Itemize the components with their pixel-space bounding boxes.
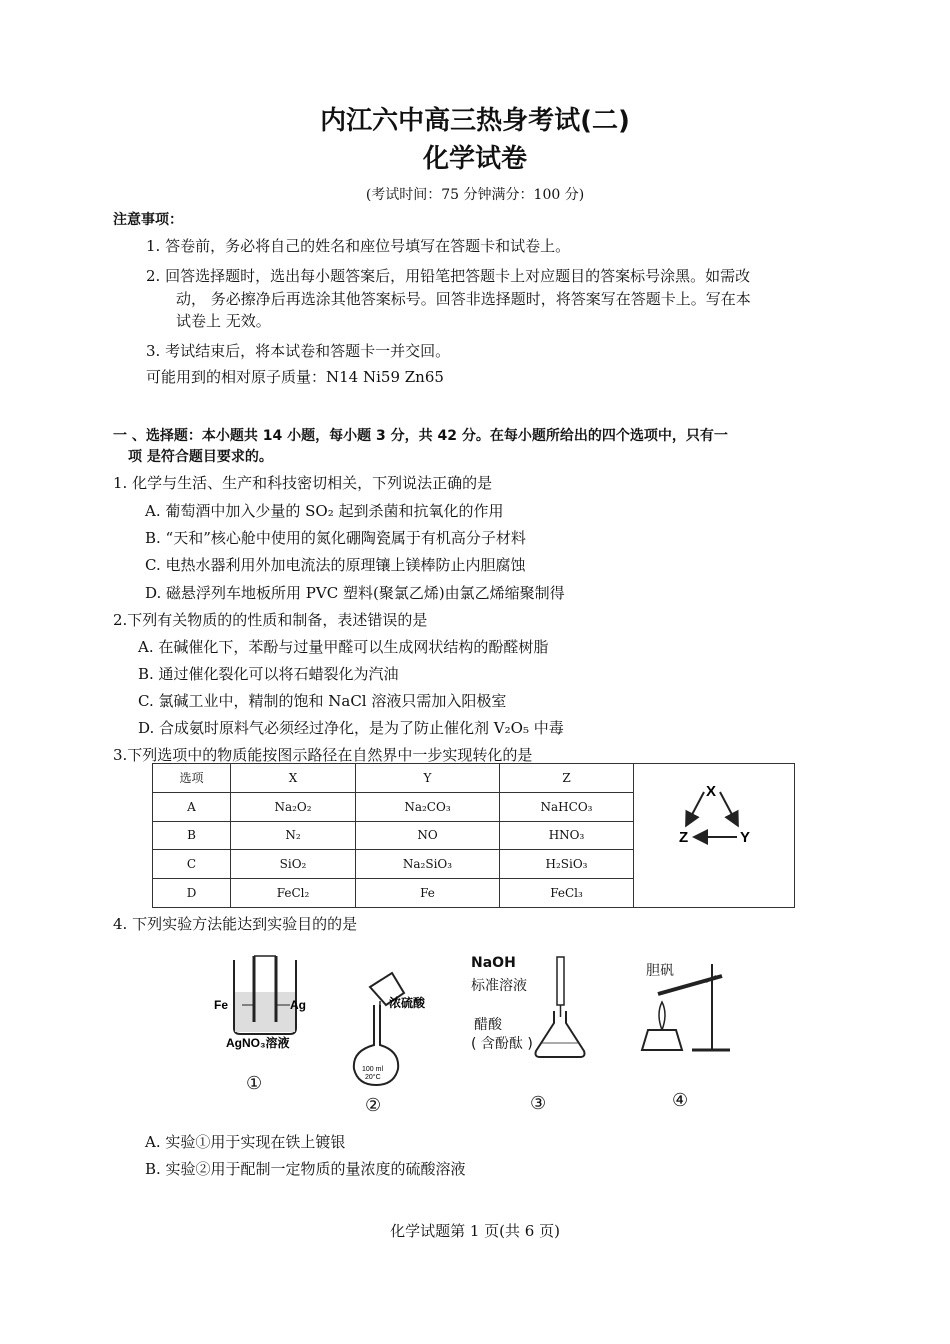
fig4-caption: ④ [672,1090,689,1111]
q2-option-a: A. 在碱催化下，苯酚与过量甲醛可以生成网状结构的酚醛树脂 [138,638,549,656]
table-header-cell: Y [356,764,500,793]
exam-info: (考试时间：75 分钟满分：100 分) [365,187,585,203]
table-cell: HNO₃ [500,821,634,850]
section-1-heading-line-2: 项 是符合题目要求的。 [128,449,273,465]
fig3-caption: ③ [530,1093,547,1114]
table-cell: FeCl₃ [500,879,634,908]
q4-stem: 4. 下列实验方法能达到实验目的的是 [113,915,358,933]
xyz-cycle-diagram [634,764,794,904]
fe-label: Fe [214,998,229,1012]
table-header-cell: 选项 [153,764,231,793]
section-1-heading-line-1: 一 、选择题：本小题共 14 小题，每小题 3 分，共 42 分。在每小题所给出的四个选项中，只有一 [113,428,728,444]
q1-option-d: D. 磁悬浮列车地板所用 PVC 塑料(聚氯乙烯)由氯乙烯缩聚制得 [145,584,565,602]
fig3-titration-apparatus [530,955,590,1065]
q1-option-c: C. 电热水器利用外加电流法的原理镶上镁棒防止内胆腐蚀 [145,556,526,574]
notes-item-2-line-2: 动， 务必擦净后再选涂其他答案标号。回答非选择题时，将答案写在答题卡上。写在本 [176,290,751,308]
flask-icon [354,1005,398,1085]
table-header-cell: X [231,764,356,793]
alcohol-lamp-icon [642,1030,682,1050]
table-cell: FeCl₂ [231,879,356,908]
table-cell: NO [356,821,500,850]
q4-option-b: B. 实验②用于配制一定物质的量浓度的硫酸溶液 [145,1160,466,1178]
table-cell: NaHCO₃ [500,792,634,821]
table-cell: Fe [356,879,500,908]
solution-label: AgNO₃溶液 [226,1036,290,1050]
fig4-heating-apparatus [636,958,736,1058]
notes-item-1: 1. 答卷前，务必将自己的姓名和座位号填写在答题卡和试卷上。 [146,237,571,255]
flask-temp-label: 20°C [365,1074,381,1081]
node-y: Y [740,829,751,846]
node-x: X [706,783,717,800]
table-cell: C [153,850,231,879]
q1-stem: 1. 化学与生活、生产和科技密切相关，下列说法正确的是 [113,474,493,492]
table-cell: D [153,879,231,908]
arrow-x-to-y [720,792,737,824]
q2-option-d: D. 合成氨时原料气必须经过净化，是为了防止催化剂 V₂O₅ 中毒 [138,719,564,737]
flame-icon [659,1002,665,1030]
table-cell: N₂ [231,821,356,850]
indicator-label: ( 含酚酞 ) [471,1036,533,1052]
q1-option-a: A. 葡萄酒中加入少量的 SO₂ 起到杀菌和抗氧化的作用 [145,502,504,520]
fig2-caption: ② [365,1095,382,1116]
q4-option-a: A. 实验①用于实现在铁上镀银 [145,1133,346,1151]
arrow-x-to-z [687,792,704,824]
notes-item-2-line-1: 2. 回答选择题时，选出每小题答案后，用铅笔把答题卡上对应题目的答案标号涂黑。如需改 [146,267,751,285]
table-cell: B [153,821,231,850]
blue-vitriol-label: 胆矾 [646,963,674,979]
q3-stem: 3.下列选项中的物质能按图示路径在自然界中一步实现转化的是 [113,746,533,764]
exam-title: 内江六中高三热身考试(二) [320,106,630,136]
table-header-row [153,764,795,793]
notes-heading: 注意事项： [113,212,183,228]
q3-diagram-cell [634,764,795,908]
flask-volume-label: 100 ml [362,1066,384,1073]
table-cell: Na₂CO₃ [356,792,500,821]
table-cell: SiO₂ [231,850,356,879]
page-footer: 化学试题第 1 页(共 6 页) [390,1222,560,1240]
table-cell: Na₂O₂ [231,792,356,821]
atomic-mass-info: 可能用到的相对原子质量：N14 Ni59 Zn65 [146,368,444,386]
table-cell: H₂SiO₃ [500,850,634,879]
notes-item-2-line-3: 试卷上 无效。 [176,312,271,330]
q2-option-c: C. 氯碱工业中，精制的饱和 NaCl 溶液只需加入阳极室 [138,692,507,710]
table-cell: A [153,792,231,821]
fig1-electroplating-apparatus [212,950,312,1050]
ag-label: Ag [290,998,306,1012]
standard-solution-label: 标准溶液 [471,978,527,994]
fig1-caption: ① [246,1073,263,1094]
burette-icon [557,957,564,1005]
q3-table [152,763,795,908]
subject-title: 化学试卷 [422,144,527,174]
naoh-label: NaOH [471,955,516,971]
table-header-cell: Z [500,764,634,793]
notes-item-3: 3. 考试结束后，将本试卷和答题卡一并交回。 [146,342,451,360]
solution-fill [235,992,295,1032]
q2-stem: 2.下列有关物质的的性质和制备，表述错误的是 [113,611,428,629]
fig2-volumetric-flask-apparatus [340,965,450,1090]
node-z: Z [679,829,689,846]
q2-option-b: B. 通过催化裂化可以将石蜡裂化为汽油 [138,665,399,683]
acid-label: 浓硫酸 [389,996,426,1010]
table-cell: Na₂SiO₃ [356,850,500,879]
acetic-acid-label: 醋酸 [474,1017,502,1033]
erlenmeyer-flask-icon [536,1011,585,1057]
q1-option-b: B. “天和”核心舱中使用的氮化硼陶瓷属于有机高分子材料 [145,529,526,547]
